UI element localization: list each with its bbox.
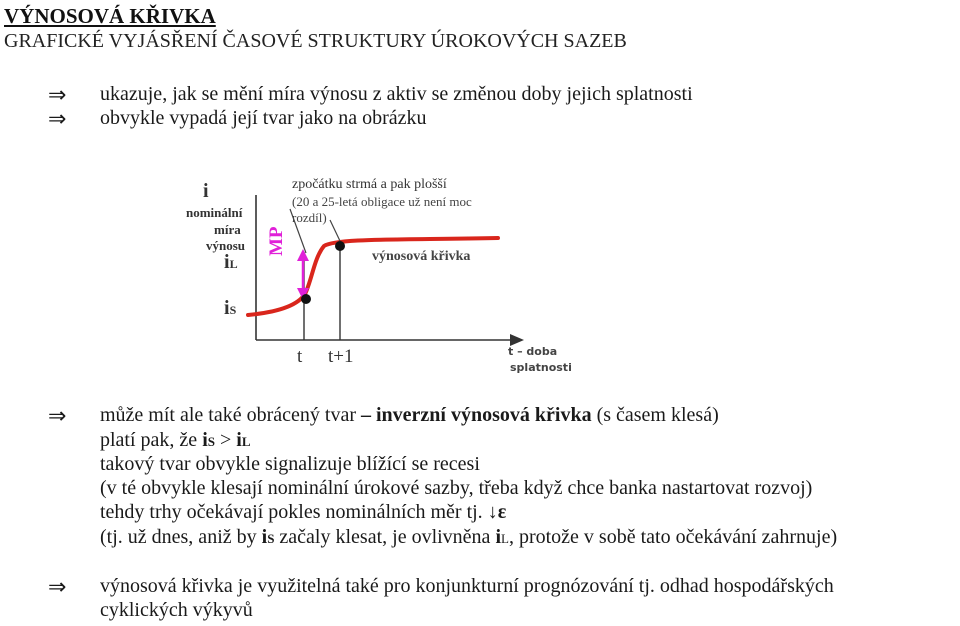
- x-axis-label: splatnosti: [510, 361, 572, 374]
- y-axis-label: nominální: [186, 205, 243, 220]
- bullet-arrow-icon: ⇒: [48, 574, 67, 599]
- forecast-line-1: výnosová křivka je využitelná také pro konjunkturní prognózování tj. odhad hospodářských: [100, 575, 834, 597]
- y-axis-label: výnosu: [206, 238, 246, 253]
- curve-point-t1: [335, 241, 345, 251]
- recession-line: takový tvar obvykle signalizuje blížící se recesi: [100, 453, 480, 475]
- expectation-line: tehdy trhy očekávají pokles nominálních měr tj. ↓ε: [100, 501, 507, 523]
- curve-point-t: [301, 294, 311, 304]
- annotation-pointer-line: [330, 220, 340, 241]
- annotation-text: rozdíl): [292, 210, 327, 225]
- intro-line-1: ukazuje, jak se mění míra výnosu z aktiv se změnou doby jejich splatnosti: [100, 83, 693, 105]
- annotation-text: zpočátku strmá a pak plošší: [292, 177, 447, 192]
- down-arrow-icon: ↓: [487, 501, 498, 523]
- page-title: VÝNOSOVÁ KŘIVKA: [4, 4, 216, 28]
- page-subtitle: GRAFICKÉ VYJÁSŘENÍ ČASOVÉ STRUKTURY ÚROKOVÝCH SAZEB: [4, 30, 627, 52]
- y-axis-label: míra: [214, 222, 241, 237]
- label-iS: iS: [224, 297, 237, 319]
- condition-line: platí pak, že iS > iL: [100, 429, 251, 451]
- y-axis-label-i: i: [203, 180, 209, 202]
- mp-arrow-up-icon: [297, 249, 309, 261]
- intro-line-2: obvykle vypadá její tvar jako na obrázku: [100, 107, 427, 129]
- bullet-arrow-icon: ⇒: [48, 403, 67, 428]
- tick-label-t: t: [297, 346, 303, 367]
- bullet-arrow-icon: ⇒: [48, 106, 67, 131]
- forecast-line-2: cyklických výkyvů: [100, 599, 253, 621]
- influence-line: (tj. už dnes, aniž by iS začaly klesat, je ovlivněna iL, protože v sobě tato očekávání zahrnuje): [100, 526, 838, 548]
- x-axis-label: t – doba: [508, 345, 558, 358]
- explanation-line: (v té obvykle klesají nominální úrokové sazby, třeba když chce banka nastartovat rozvoj): [100, 477, 813, 499]
- label-iL: iL: [224, 251, 238, 273]
- bullet-arrow-icon: ⇒: [48, 82, 67, 107]
- curve-label: výnosová křivka: [372, 249, 471, 264]
- tick-label-t1: t+1: [328, 346, 354, 367]
- annotation-text: (20 a 25-letá obligace už není moc: [292, 194, 472, 209]
- mp-label: MP: [266, 226, 287, 256]
- inverse-curve-line: může mít ale také obrácený tvar – inverzní výnosová křivka (s časem klesá): [100, 404, 719, 426]
